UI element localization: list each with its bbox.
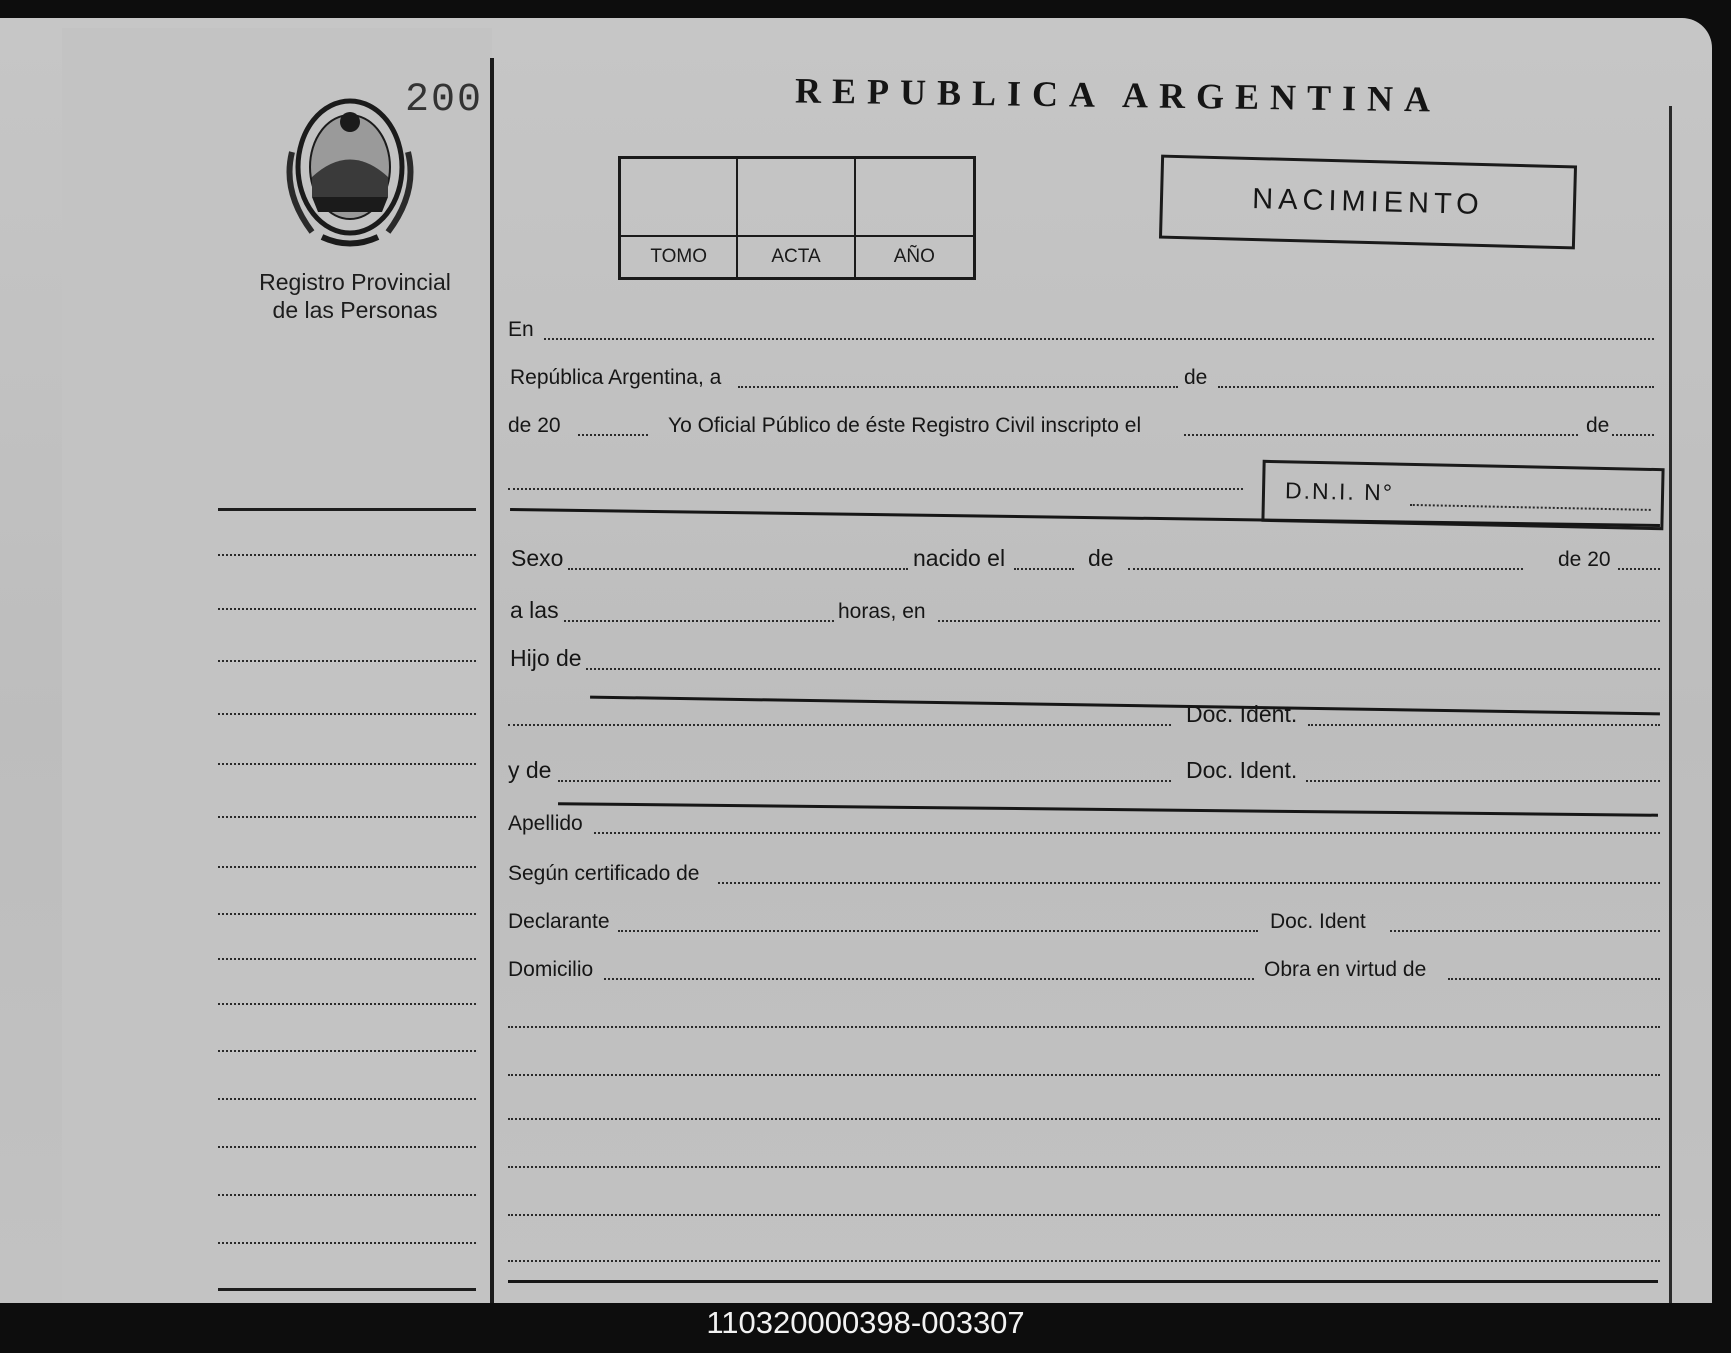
field-apellido[interactable] [594,832,1660,834]
margin-line [218,866,476,868]
field-observaciones[interactable] [508,1118,1660,1120]
field-nacido-mes[interactable] [1128,568,1523,570]
margin-line [218,1003,476,1005]
label-horas-en: horas, en [838,600,926,623]
row-fecha [508,356,1658,396]
field-lugar[interactable] [938,620,1660,622]
tomo-value[interactable] [621,159,738,237]
row-domicilio [508,948,1658,988]
field-domicilio[interactable] [604,978,1254,980]
acta-value[interactable] [738,159,855,237]
field-inscripto[interactable] [1184,434,1578,436]
margin-line [218,554,476,556]
field-dni[interactable] [1410,504,1651,511]
label-republica: República Argentina, a [510,366,722,389]
margin-line [218,1098,476,1100]
label-doc-ident-padre: Doc. Ident. [1186,701,1298,727]
row-observaciones [508,996,1658,1036]
row-observaciones [508,1184,1658,1224]
field-doc-madre[interactable] [1306,780,1660,782]
row-observaciones [508,1230,1658,1270]
ano-label: AÑO [893,246,935,267]
row-en [508,308,1658,348]
row-doc-padre [508,694,1658,734]
label-y-de: y de [508,757,552,783]
image-code: 110320000398-003307 [706,1305,1025,1340]
field-certificado[interactable] [718,882,1660,884]
field-hora[interactable] [564,620,834,622]
margin-line [218,913,476,915]
row-horas [508,590,1658,630]
field-padre[interactable] [586,668,1660,670]
row-observaciones [508,1088,1658,1128]
row-certificado [508,852,1658,892]
country-title: REPUBLICA ARGENTINA [794,70,1442,120]
field-observaciones[interactable] [508,1026,1660,1028]
page-number: 200 [405,78,484,123]
field-padre-nombre[interactable] [508,724,1171,726]
field-sexo[interactable] [568,568,908,570]
margin-rule [218,508,476,511]
row-hijo [508,638,1658,678]
margin-line [218,660,476,662]
label-hijo-de: Hijo de [510,645,582,671]
bottom-rule [508,1280,1658,1283]
label-a-las: a las [510,597,559,623]
registry-line-2: de las Personas [272,297,438,323]
page-right-border [1669,106,1672,1303]
acta-label: ACTA [738,237,855,277]
margin-line [218,763,476,765]
row-observaciones [508,1044,1658,1084]
margin-line [218,1050,476,1052]
field-oficial-de[interactable] [1612,434,1654,436]
label-dni: D.N.I. N° [1284,477,1395,506]
margin-line [218,1146,476,1148]
field-observaciones[interactable] [508,1166,1660,1168]
act-type-box: NACIMIENTO [1159,155,1577,250]
margin-column [62,28,492,1303]
row-madre [508,750,1658,790]
field-anio[interactable] [578,434,648,436]
field-madre[interactable] [558,780,1171,782]
label-oficial: Yo Oficial Público de éste Registro Civil inscripto el [668,414,1142,437]
row-sexo [508,538,1658,578]
margin-line [218,713,476,715]
label-de-20-nacido: de 20 [1558,548,1611,571]
field-oficial-nombre[interactable] [508,488,1243,490]
margin-line [218,608,476,610]
margin-line [218,1194,476,1196]
field-observaciones[interactable] [508,1260,1660,1262]
label-nacido: nacido el [913,545,1006,571]
label-apellido: Apellido [508,812,583,835]
register-reference-box [618,156,976,280]
row-apellido [508,802,1658,842]
registry-line-1: Registro Provincial [259,269,451,295]
label-de-20: de 20 [508,414,561,437]
row-observaciones [508,1136,1658,1176]
field-observaciones[interactable] [508,1074,1660,1076]
field-dia[interactable] [738,386,1178,388]
field-en[interactable] [544,338,1654,340]
label-de-oficial: de [1586,414,1610,437]
margin-line [218,816,476,818]
field-observaciones[interactable] [508,1214,1660,1216]
label-domicilio: Domicilio [508,958,594,981]
label-obra-en-virtud: Obra en virtud de [1264,958,1427,981]
register-page [0,18,1712,1303]
column-divider [490,58,494,1303]
field-obra[interactable] [1448,978,1660,980]
label-segun-certificado: Según certificado de [508,862,700,885]
field-doc-padre[interactable] [1308,724,1660,726]
margin-rule [218,1288,476,1291]
row-declarante [508,900,1658,940]
tomo-label: TOMO [621,237,738,277]
margin-line [218,1242,476,1244]
label-doc-ident-declarante: Doc. Ident [1270,910,1366,933]
field-mes[interactable] [1218,386,1654,388]
label-de-nacido: de [1088,545,1114,571]
label-declarante: Declarante [508,910,610,933]
province-coat-of-arms-icon [282,82,418,252]
label-sexo: Sexo [511,545,564,571]
registry-name [240,268,470,324]
margin-line [218,958,476,960]
field-nacido-dia[interactable] [1014,568,1074,570]
field-declarante[interactable] [618,930,1258,932]
field-nacido-anio[interactable] [1618,568,1660,570]
label-en: En [508,318,534,341]
label-doc-ident-madre: Doc. Ident. [1186,757,1298,783]
ano-value[interactable] [856,159,973,237]
row-oficial [508,404,1658,444]
field-doc-declarante[interactable] [1390,930,1660,932]
label-de-mes: de [1184,366,1208,389]
